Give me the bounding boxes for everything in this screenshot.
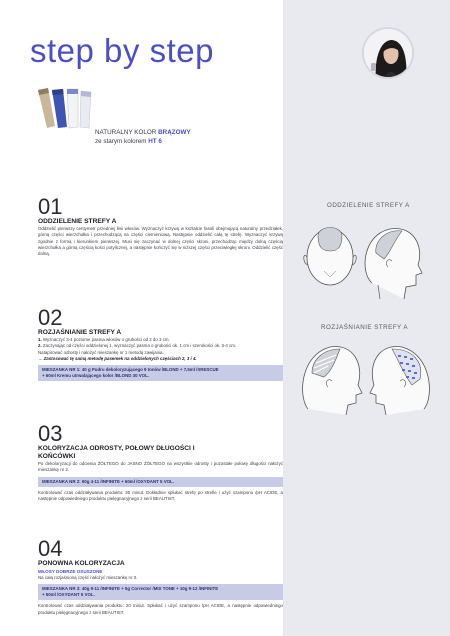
mix-1-box <box>38 365 283 381</box>
step-03-heading-1: KOLORYZACJA ODROSTY, POŁOWY DŁUGOŚCI I <box>38 445 195 452</box>
right-side-band <box>283 0 450 636</box>
step-04 <box>38 538 283 616</box>
step-01-heading: ODDZIELENIE STREFY A <box>38 218 117 225</box>
lightening-diagram <box>296 335 436 420</box>
color-ht6-highlight: HT 6 <box>148 137 162 145</box>
step-04-heading: PONOWNA KOLORYZACJA <box>38 560 125 567</box>
step-04-subheading: WŁOSY DOBRZE OSUSZONE <box>38 569 103 574</box>
mix-2-line: MIESZANKA NR 2: 60g 4-11 /INFINITE + 60ml /OXYDANT 5 VOL. <box>42 478 174 484</box>
mix-1-line-1: MIESZANKA NR 1: 40 g Pudru dekoloryzującego 9 tonów /BLOND + 7,5ml /XRESCUE <box>42 367 219 373</box>
mix-3-line-1: MIESZANKA NR 3: 40g 9-11 /INFINITE + 5g Corrector /MIX TONE + 10g 9-12 /INFINITE <box>42 586 219 592</box>
step-02 <box>38 307 283 384</box>
step-02-item-1-text: Wyznaczyć 3-4 poziome pasma włosów o grubości od 2 do 3 cm. <box>41 337 170 342</box>
color-line2-text: ze starym kolorem <box>95 137 149 145</box>
mix-1-line-2: + 60ml Kremu utrwalającego kolor /BLOND 30 VOL. <box>42 373 149 379</box>
head-top-view-icon <box>304 228 357 286</box>
step-04-text-2: Kontrolować czas oddziaływania produktu: 20 minut. Spłukać i użyć szamponu /pH ACIDE, a następnie odpowiedniego produktu pielęgnacyjnego z serii BEAUTIST. <box>38 603 283 615</box>
diagram-1-label: ODDZIELENIE STREFY A <box>327 202 410 209</box>
step-02-item-2-text: Zaczynając od części oddzielonej 1, wyznaczyć pasma o grubości ok. 1 cm i szerokości ok. 3-4 cm. <box>41 343 237 349</box>
step-02-item-1-num: 1. <box>38 337 42 342</box>
step-03-text-2: Kontrolować czas oddziaływania produktu: 30 minut. Dokładnie spłukać strefę po strefie i użyć szamponu /pH ACIDE, a następnie odpowiedniego produktu pielęgnacyjnego z serii BEAUTIST. <box>38 489 283 501</box>
mix-2-box <box>38 477 283 487</box>
page-title: step by step <box>30 32 214 69</box>
mix-3-box <box>38 584 283 600</box>
color-line1-text: NATURALNY KOLOR <box>95 129 159 136</box>
step-01-text: Oddzielić pierwszy centymetr przedniej linii włosów. Wyznaczyć krzywą w kształcie fasoli obejmującą naturalny przedziałek, górną części wierzchołka i przechodzącą na części ciemieniową. Następnie oddzielić całą tę strefę. Wyznaczyć krzywą zgodnie z formą i kierunkiem pierwszej. Musi się zaczynać w dolnej części skroni, przechodząc między dolną częścią wierzchołka a górną częścią kości potylicznej, a następnie kończyć się w niższej części przeciwległej skroni. Oddzielić część dolną. <box>38 226 283 257</box>
stylist-avatar <box>362 27 414 79</box>
step-04-number: 04 <box>38 536 63 561</box>
diagram-2-label: ROZJAŚNIANIE STREFY A <box>321 324 409 331</box>
step-02-heading: ROZJAŚNIANIE STREFY A <box>38 329 122 336</box>
step-02-note: → Zastosować tę samą metodę pasemek na oddzielonych częściach 2, 3 i 4. <box>38 355 197 361</box>
step-03-text: Po dekoloryzacji do odcienia ŻÓŁTEGO do JASNO ŻÓŁTEGO na wszystkie odrosty i pozostałe połowy długości nałożyć mieszankę nr 2. <box>38 461 283 473</box>
head-side-view-left-icon <box>303 347 362 415</box>
step-02-item-2-num: 2. <box>38 343 42 349</box>
step-03 <box>38 423 283 502</box>
step-03-number: 03 <box>38 421 63 446</box>
step-03-heading-2: KOŃCÓWKI <box>38 453 76 460</box>
head-side-view-right-icon <box>370 347 429 415</box>
step-01 <box>38 196 283 257</box>
step-02-text-3: Natapirować odrosty i nałożyć mieszankę nr 1 metodą zawijania. <box>38 349 164 355</box>
head-side-view-icon <box>365 229 422 299</box>
step-02-number: 02 <box>38 305 63 330</box>
sectioning-diagram <box>298 213 428 308</box>
color-brown-highlight: BRĄZOWY <box>158 129 191 136</box>
step-01-number: 01 <box>38 194 63 219</box>
product-tubes-image <box>36 86 100 130</box>
natural-color-label <box>95 129 191 146</box>
mix-3-line-2: + 50ml /OXYDANT 5 VOL. <box>42 592 95 598</box>
step-04-text: Na całą rozjaśnioną część nałożyć mieszankę nr 3. <box>38 575 138 580</box>
